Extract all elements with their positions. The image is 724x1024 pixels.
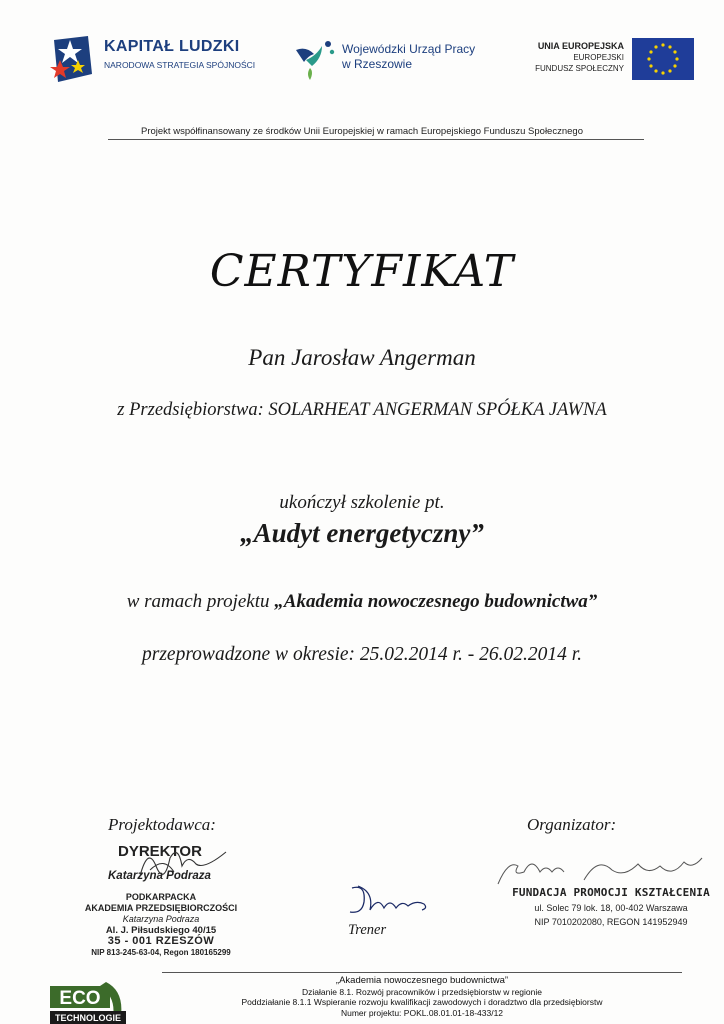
project-prefix: w ramach projektu xyxy=(126,591,275,612)
director-signature-icon xyxy=(130,836,230,886)
director-stamp-title: DYREKTOR xyxy=(118,843,202,860)
kapital-ludzki-logo xyxy=(48,34,278,86)
company-line: z Przedsiębiorstwa: SOLARHEAT ANGERMAN SPÓŁKA JAWNA xyxy=(117,400,607,420)
course-title: „Audyt energetyczny” xyxy=(240,518,484,548)
star-logo-icon xyxy=(48,34,98,86)
footer-project-number: Numer projektu: POKL.08.01.01-18-433/12 xyxy=(340,1007,504,1018)
right-organization-stamp xyxy=(506,886,716,927)
eco-logo-word: ECO xyxy=(59,988,101,1009)
training-period: przeprowadzone w okresie: 25.02.2014 r. - 26.02.2014 r. xyxy=(141,644,582,665)
bird-logo-icon xyxy=(292,38,338,82)
projektodawca-label: Projektodawca: xyxy=(108,815,216,834)
eu-union-label: UNIA EUROPEJSKA xyxy=(537,41,624,51)
director-stamp-name: Katarzyna Podraza xyxy=(108,870,211,882)
left-organization-stamp xyxy=(66,892,256,958)
stamp-right-line1: FUNDACJA PROMOCJI KSZTAŁCENIA xyxy=(512,886,710,899)
trainer-signature-icon xyxy=(344,882,436,922)
stamp-left-line5: 35 - 001 RZESZÓW xyxy=(107,935,215,947)
stamp-left-line4: Al. J. Piłsudskiego 40/15 xyxy=(105,925,217,936)
recipient-name: Pan Jarosław Angerman xyxy=(248,345,476,370)
stamp-left-line6: NIP 813-245-63-04, Regon 180165299 xyxy=(91,948,231,957)
organizer-signature-icon xyxy=(488,850,708,890)
eu-fund-line2: FUNDUSZ SPOŁECZNY xyxy=(535,64,624,73)
trainer-label: Trener xyxy=(348,922,387,938)
kapital-ludzki-subtitle: NARODOWA STRATEGIA SPÓJNOŚCI xyxy=(104,60,256,70)
footer-action: Działanie 8.1. Rozwój pracowników i przedsiębiorstw w regionie xyxy=(302,986,542,997)
technologie-logo-word: TECHNOLOGIE xyxy=(54,1013,122,1023)
stamp-left-line3: Katarzyna Podraza xyxy=(122,914,200,924)
certificate-title: CERTYFIKAT xyxy=(209,246,515,297)
cofinancing-notice: Projekt współfinansowany ze środków Unii Europejskiej w ramach Europejskiego Funduszu Społecznego xyxy=(141,126,583,137)
eu-logo xyxy=(500,38,700,82)
stamp-left-line1: PODKARPACKA xyxy=(125,892,197,902)
wup-name-line1: Wojewódzki Urząd Pracy xyxy=(342,42,476,56)
eu-flag-icon xyxy=(632,38,694,80)
stamp-right-line3: NIP 7010202080, REGON 141952949 xyxy=(534,917,688,927)
footer-text xyxy=(150,976,694,1018)
eco-technologie-logo xyxy=(46,982,138,1024)
completed-text: ukończył szkolenie pt. xyxy=(279,492,445,513)
project-line xyxy=(0,591,724,613)
wup-logo xyxy=(292,38,492,82)
stamp-left-line2: AKADEMIA PRZEDSIĘBIORCZOŚCI xyxy=(84,903,238,913)
eu-fund-line1: EUROPEJSKI xyxy=(573,53,624,62)
organizator-label: Organizator: xyxy=(527,815,617,834)
kapital-ludzki-title: KAPITAŁ LUDZKI xyxy=(104,38,240,55)
footer-divider xyxy=(162,972,682,973)
header-divider xyxy=(108,139,644,140)
project-name: „Akademia nowoczesnego budownictwa” xyxy=(274,591,598,612)
wup-name-line2: w Rzeszowie xyxy=(342,57,413,71)
footer-subaction: Poddziałanie 8.1.1 Wspieranie rozwoju kwalifikacji zawodowych i doradztwo dla przedsiębiorstw xyxy=(241,997,603,1007)
footer-project-name: „Akademia nowoczesnego budownictwa” xyxy=(335,975,509,986)
stamp-right-line2: ul. Solec 79 lok. 18, 00-402 Warszawa xyxy=(534,903,688,913)
